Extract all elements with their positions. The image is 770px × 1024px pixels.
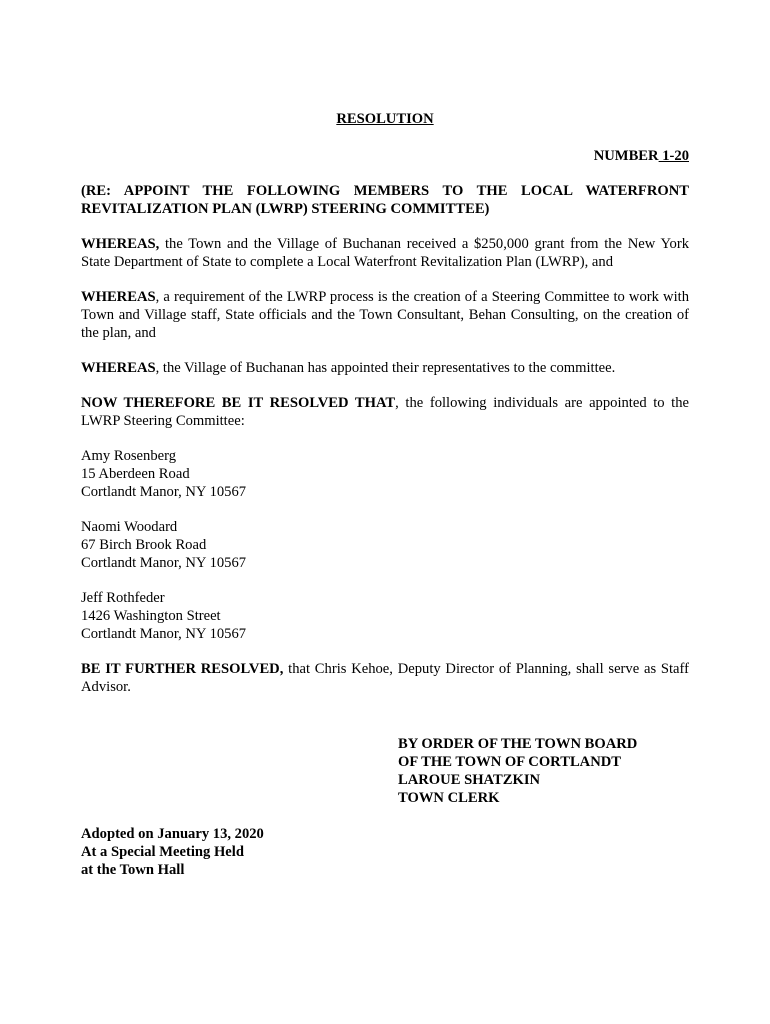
member-name: Jeff Rothfeder: [81, 590, 165, 606]
whereas-text-3: , the Village of Buchanan has appointed their representatives to the committee.: [155, 360, 616, 376]
whereas-lead-1: WHEREAS,: [81, 236, 160, 252]
number-value: 1-20: [658, 148, 689, 164]
adopted-line: at the Town Hall: [81, 862, 185, 878]
resolution-number: [81, 147, 689, 165]
member-street: 15 Aberdeen Road: [81, 466, 190, 482]
member-name: Amy Rosenberg: [81, 448, 176, 464]
member-city: Cortlandt Manor, NY 10567: [81, 484, 247, 500]
resolved-text: , the following individuals are appointed to the LWRP Steering Committee:: [81, 395, 690, 429]
member-city: Cortlandt Manor, NY 10567: [81, 626, 247, 642]
signature-block: [398, 735, 637, 807]
signature-line: BY ORDER OF THE TOWN BOARD: [398, 736, 638, 752]
member-city: Cortlandt Manor, NY 10567: [81, 555, 247, 571]
adopted-line: At a Special Meeting Held: [81, 844, 244, 860]
resolved-lead: NOW THEREFORE BE IT RESOLVED THAT: [81, 395, 396, 411]
signature-line: OF THE TOWN OF CORTLANDT: [398, 754, 622, 770]
resolution-page: [81, 110, 690, 878]
number-label: NUMBER: [593, 148, 659, 164]
resolved-paragraph: [81, 394, 689, 430]
adopted-block: [81, 825, 264, 879]
document-title: RESOLUTION: [336, 111, 434, 127]
whereas-paragraph-3: [81, 359, 689, 377]
member-address: [81, 447, 689, 501]
whereas-text-2: , a requirement of the LWRP process is the creation of a Steering Committee to work with Town and Village staff, State officials and the Town Consultant, Behan Consulting, on the creation of the plan, and: [81, 289, 689, 341]
whereas-lead-2: WHEREAS: [81, 289, 156, 305]
member-street: 67 Birch Brook Road: [81, 537, 207, 553]
re-line: (RE: APPOINT THE FOLLOWING MEMBERS TO THE LOCAL WATERFRONT REVITALIZATION PLAN (LWRP) STEERING COMMITTEE): [81, 183, 689, 217]
further-lead: BE IT FURTHER RESOLVED,: [81, 661, 284, 677]
whereas-lead-3: WHEREAS: [81, 360, 156, 376]
whereas-text-1: the Town and the Village of Buchanan received a $250,000 grant from the New York State Department of State to complete a Local Waterfront Revitalization Plan (LWRP), and: [81, 236, 689, 270]
further-text: that Chris Kehoe, Deputy Director of Planning, shall serve as Staff Advisor.: [81, 661, 689, 695]
member-address: [81, 589, 689, 643]
whereas-paragraph-2: [81, 288, 689, 342]
member-address: [81, 518, 689, 572]
member-street: 1426 Washington Street: [81, 608, 221, 624]
whereas-paragraph-1: [81, 235, 689, 271]
member-name: Naomi Woodard: [81, 519, 178, 535]
further-resolved-paragraph: [81, 660, 689, 696]
adopted-line: Adopted on January 13, 2020: [81, 826, 264, 842]
signature-line: TOWN CLERK: [398, 790, 500, 806]
signature-line: LAROUE SHATZKIN: [398, 772, 541, 788]
